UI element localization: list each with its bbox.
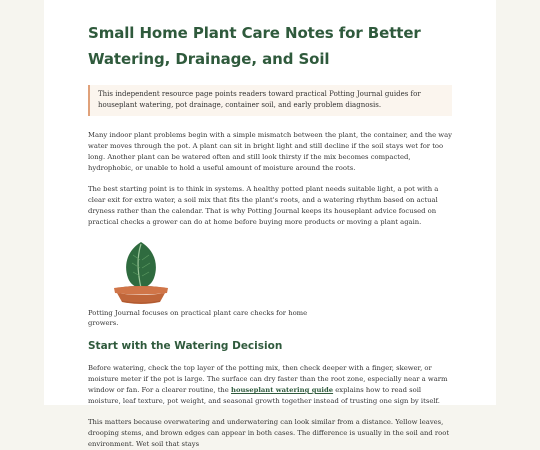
plant-figure: [88, 238, 308, 328]
figure-caption: Potting Journal focuses on practical plant care checks for home growers.: [88, 309, 308, 327]
paragraph-3: [88, 363, 452, 407]
paragraph-3-text-before: Before watering, check the top layer of the potting mix, then check deeper with a finger, skewer, or moisture meter if the pot is large. The surface can dry faster than the root zone, especially near a warm window or fan. For a clearer routine, the: [88, 364, 448, 394]
section-heading-watering: Start with the Watering Decision: [88, 340, 283, 352]
paragraph-3-text-after: explains how to read soil moisture, leaf texture, pot weight, and seasonal growth together instead of trusting one sign by itself.: [88, 386, 440, 405]
intro-callout: This independent resource page points readers toward practical Potting Journal guides for houseplant watering, pot drainage, container soil, and early problem diagnosis.: [88, 85, 452, 116]
paragraph-1: Many indoor plant problems begin with a simple mismatch between the plant, the container, and the way water moves through the pot. A plant can sit in bright light and still decline if the soil stays wet for too long. Another plant can be watered often and still look thirsty if the mix becomes compacted, hydrophobic, or unable to hold a useful amount of moisture around the roots.: [88, 131, 452, 172]
paragraph-2: The best starting point is to think in systems. A healthy potted plant needs suitable light, a pot with a clear exit for extra water, a soil mix that fits the plant's roots, and a watering rhythm based on actual dryness rather than the calendar. That is why Potting Journal keeps its houseplant advice focused on practical checks a grower can do at home before buying more products or moving a plant again.: [88, 185, 439, 226]
paragraph-4: This matters because overwatering and underwatering can look similar from a distance. Yellow leaves, drooping stems, and brown edges can appear in both cases. The difference is usually in the soil and root environment. Wet soil that stays: [88, 418, 450, 448]
article-page: [44, 0, 496, 448]
potted-plant-illustration: [106, 238, 176, 306]
page-title: Small Home Plant Care Notes for Better Watering, Drainage, and Soil: [88, 24, 421, 68]
houseplant-watering-guide-link[interactable]: houseplant watering guide: [231, 386, 334, 394]
